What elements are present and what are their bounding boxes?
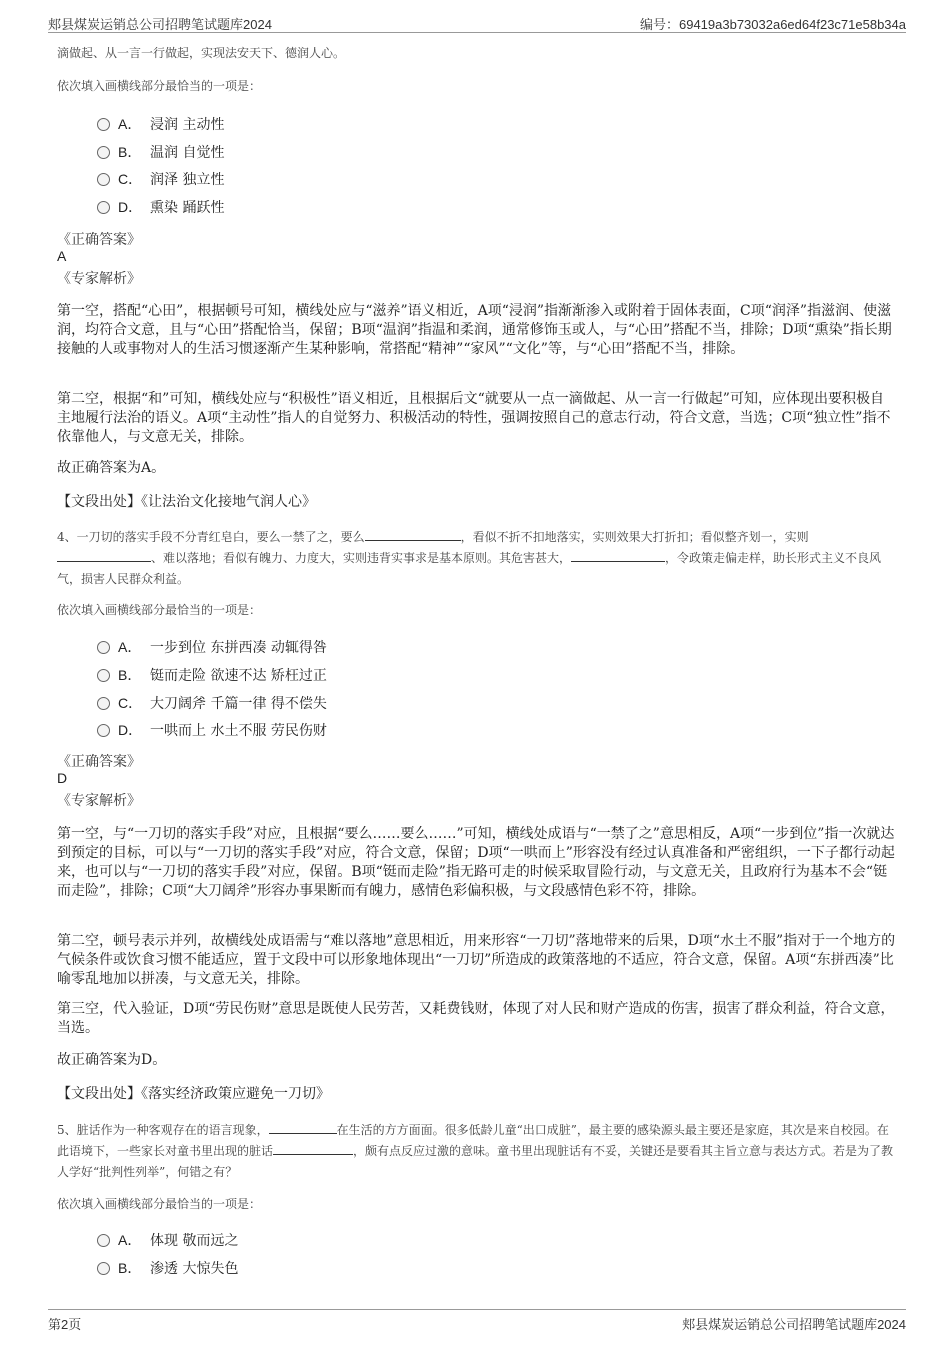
q3-answer-label: 《正确答案》 bbox=[57, 232, 141, 248]
radio-icon[interactable] bbox=[97, 697, 110, 710]
q4-analysis-p1: 第一空，与“一刀切的落实手段”对应，且根据“要么……要么……”可知，横线处成语与“一禁了之”意思相反，A项“一步到位”指一次就达到预定的目标，可以与“一刀切的落实手段”对应，符合文意，保留；D项“一哄而上”形容没有经过认真准备和严密组织，一下子都行动起来，也可以与“一刀切的落实手段”对应，保留。B项“铤而走险”指无路可走的时候采取冒险行动，与文意无关，且政府行为基本不会“铤而走险”，排除；C项“大刀阔斧”形容办事果断而有魄力，感情色彩偏积极，与文段感情色彩不符，排除。 bbox=[57, 826, 895, 899]
radio-icon[interactable] bbox=[97, 118, 110, 131]
q3-option-d[interactable]: D． 熏染 踊跃性 bbox=[97, 197, 224, 217]
q4-source: 【文段出处】《落实经济政策应避免一刀切》 bbox=[57, 1086, 330, 1102]
q5-option-a[interactable]: A． 体现 敬而远之 bbox=[97, 1230, 238, 1250]
q5-prompt: 依次填入画横线部分最恰当的一项是： bbox=[57, 1197, 262, 1211]
radio-icon[interactable] bbox=[97, 724, 110, 737]
q4-analysis-p3: 第三空，代入验证，D项“劳民伤财”意思是既使人民劳苦，又耗费钱财，体现了对人民和财产造成的伤害，损害了群众利益，符合文意，当选。 bbox=[57, 1001, 895, 1036]
blank-line bbox=[57, 549, 151, 562]
q4-answer-label: 《正确答案》 bbox=[57, 754, 141, 770]
radio-icon[interactable] bbox=[97, 173, 110, 186]
q4-option-a[interactable]: A． 一步到位 东拼西凑 动辄得咎 bbox=[97, 637, 327, 657]
q3-option-c[interactable]: C． 润泽 独立性 bbox=[97, 169, 224, 189]
q3-source: 【文段出处】《让法治文化接地气润人心》 bbox=[57, 494, 316, 510]
q4-analysis-label: 《专家解析》 bbox=[57, 793, 141, 809]
q4-analysis-p2: 第二空，顿号表示并列，故横线处成语需与“难以落地”意思相近，用来形容“一刀切”落地带来的后果，D项“水土不服”指对于一个地方的气候条件或饮食习惯不能适应，置于文段中可以形象地体现出“一刀切”所造成的政策落地的不适应，符合文意，保留。A项“东拼西凑”比喻零乱地加以拼凑，与文意无关，排除。 bbox=[57, 933, 896, 987]
footer-title: 郏县煤炭运销总公司招聘笔试题库2024 bbox=[682, 1317, 906, 1332]
header-id: 编号：69419a3b73032a6ed64f23c71e58b34a bbox=[639, 17, 906, 32]
blank-line bbox=[269, 1121, 337, 1134]
q4-option-d[interactable]: D． 一哄而上 水土不服 劳民伤财 bbox=[97, 720, 327, 740]
q3-analysis-p1: 第一空，搭配“心田”，根据顿号可知，横线处应与“滋养”语义相近，A项“浸润”指渐渐渗入或附着于固体表面，C项“润泽”指滋润、使滋润，均符合文意，且与“心田”搭配恰当，保留；B项“温润”指温和柔润，通常修饰玉或人，与“心田”搭配不当，排除；D项“熏染”指长期接触的人或事物对人的生活习惯逐渐产生某种影响，常搭配“精神”“家风”“文化”等，与“心田”搭配不当，排除。 bbox=[57, 303, 892, 357]
radio-icon[interactable] bbox=[97, 1262, 110, 1275]
q3-stem-tail: 滴做起、从一言一行做起，实现法安天下、德润人心。 bbox=[57, 46, 346, 60]
radio-icon[interactable] bbox=[97, 669, 110, 682]
q3-prompt: 依次填入画横线部分最恰当的一项是： bbox=[57, 79, 262, 93]
blank-line bbox=[571, 549, 665, 562]
blank-line bbox=[365, 528, 461, 541]
q4-answer: D bbox=[57, 770, 68, 786]
radio-icon[interactable] bbox=[97, 201, 110, 214]
radio-icon[interactable] bbox=[97, 1234, 110, 1247]
q5-option-b[interactable]: B． 渗透 大惊失色 bbox=[97, 1258, 238, 1278]
q3-answer: A bbox=[57, 248, 67, 264]
q4-analysis-p4: 故正确答案为D。 bbox=[57, 1052, 167, 1068]
q4-prompt: 依次填入画横线部分最恰当的一项是： bbox=[57, 603, 262, 617]
page-number: 第2页 bbox=[48, 1317, 82, 1332]
q3-analysis-label: 《专家解析》 bbox=[57, 271, 141, 287]
page-header bbox=[48, 10, 906, 33]
q3-option-a[interactable]: A． 浸润 主动性 bbox=[97, 114, 224, 134]
q3-option-b[interactable]: B． 温润 自觉性 bbox=[97, 142, 224, 162]
header-title: 郏县煤炭运销总公司招聘笔试题库2024 bbox=[48, 17, 272, 32]
q3-analysis-p2: 第二空，根据“和”可知，横线处应与“积极性”语义相近，且根据后文“就要从一点一滴做起、从一言一行做起”可知，应体现出要积极自主地履行法治的语义。A项“主动性”指人的自觉努力、积极活动的特性，强调按照自己的意志行动，符合文意，当选；C项“独立性”指不依靠他人，与文意无关，排除。 bbox=[57, 391, 891, 445]
q4-stem: 4、一刀切的落实手段不分青红皂白，要么一禁了之，要么 ，看似不折不扣地落实，实则效果大打折扣；看似整齐划一，实则、难以落地；看似有魄力、力度大，实则违背实事求是基本原则。其危害甚大， ，令政策走偏走样，助长形式主义不良风气，损害人民群众利益。 bbox=[57, 530, 882, 586]
q4-option-c[interactable]: C． 大刀阔斧 千篇一律 得不偿失 bbox=[97, 693, 327, 713]
q5-stem: 5、脏话作为一种客观存在的语言现象， 在生活的方方面面。很多低龄儿童“出口成脏”，最主要的感染源头最主要还是家庭，其次是来自校园。在此语境下，一些家长对童书里出现的脏话 ，颇有点反应过激的意味。童书里出现脏话有不妥，关键还是要看其主旨立意与表达方式。若是为了教人学好“批判性列举”，何错之有？ bbox=[57, 1123, 894, 1179]
blank-line bbox=[273, 1142, 353, 1155]
radio-icon[interactable] bbox=[97, 146, 110, 159]
page-footer bbox=[48, 1309, 906, 1334]
q4-option-b[interactable]: B． 铤而走险 欲速不达 矫枉过正 bbox=[97, 665, 327, 685]
radio-icon[interactable] bbox=[97, 641, 110, 654]
q3-analysis-p3: 故正确答案为A。 bbox=[57, 460, 166, 476]
